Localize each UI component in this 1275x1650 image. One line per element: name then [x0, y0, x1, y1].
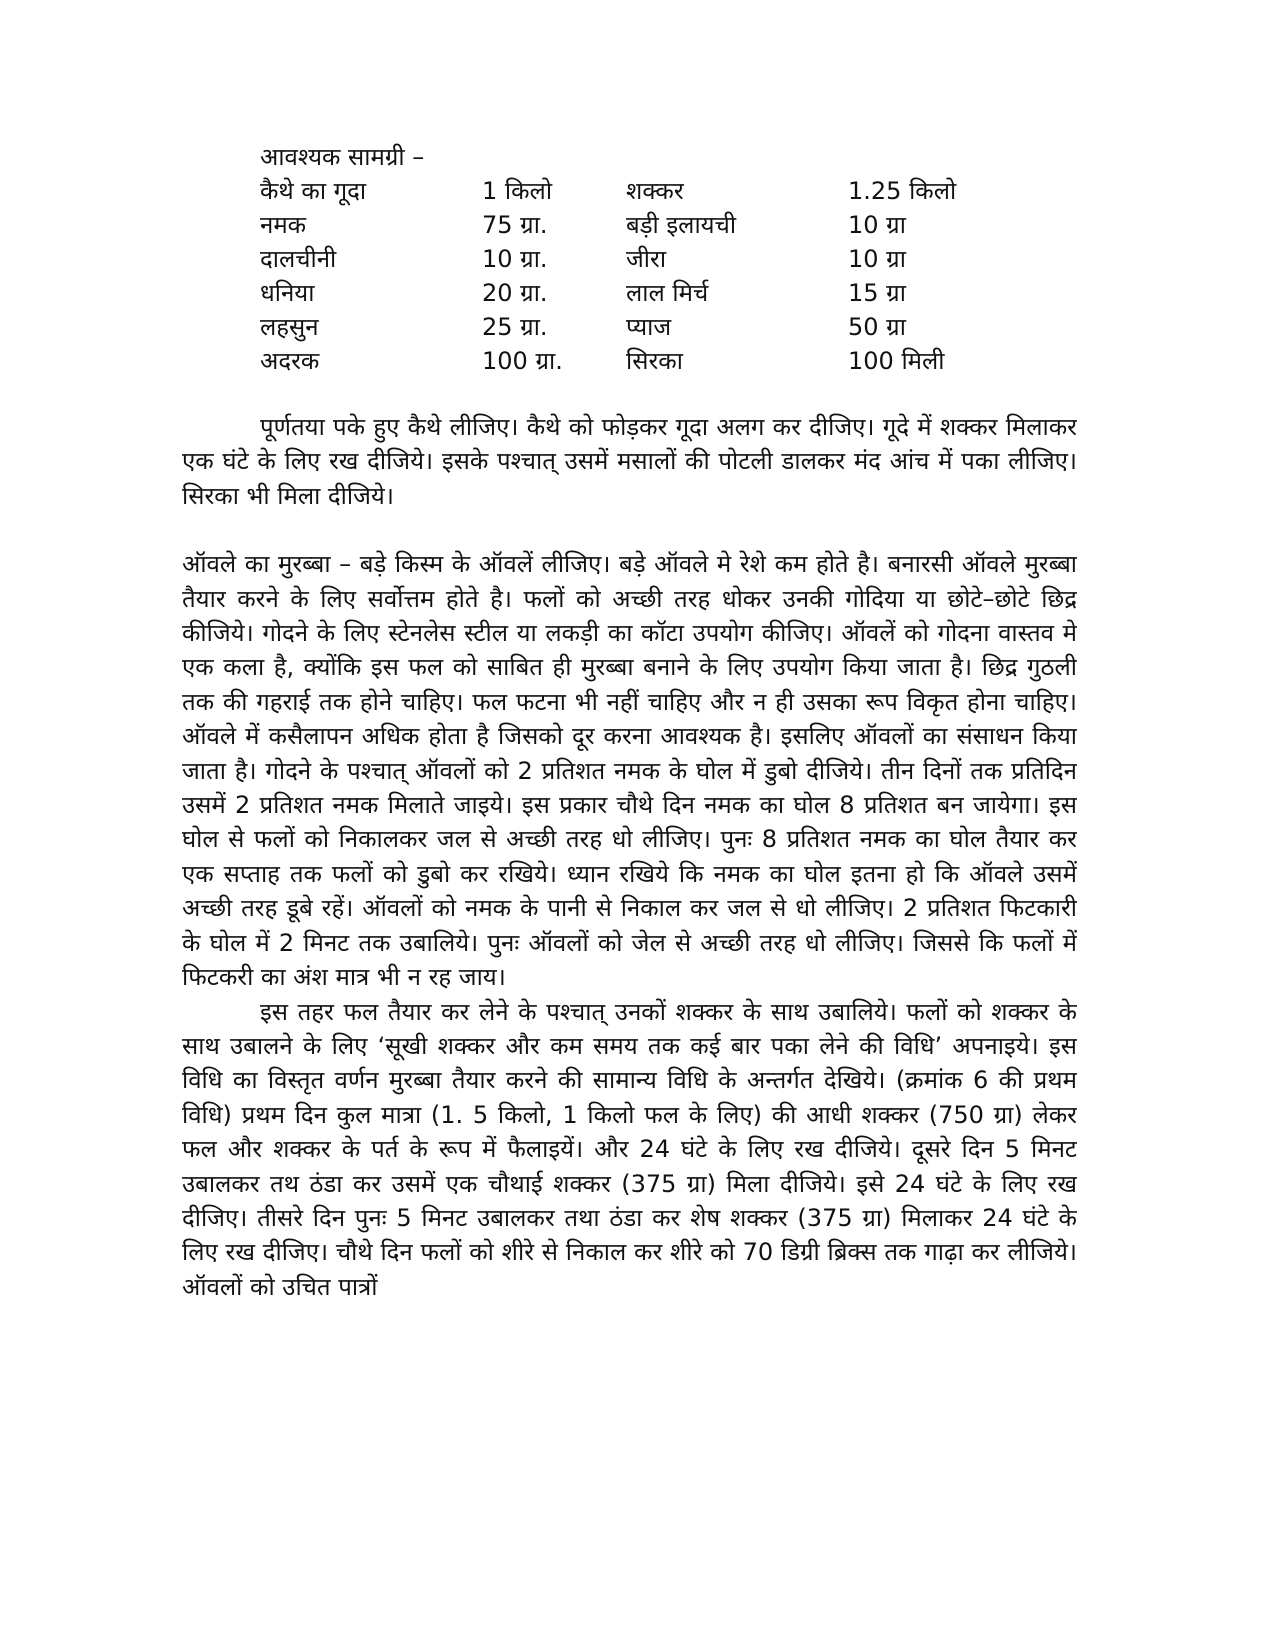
ingredient-quantity: 50 ग्रा — [848, 313, 906, 341]
ingredient-row — [260, 174, 1077, 208]
ingredient-quantity: 25 ग्रा. — [482, 313, 548, 341]
ingredient-quantity: 75 ग्रा. — [482, 211, 548, 239]
ingredient-quantity: 15 ग्रा — [848, 279, 906, 307]
sugar-boiling-paragraph: इस तहर फल तैयार कर लेने के पश्चात् उनकों शक्कर के साथ उबालिये। फलों को शक्कर के साथ उबालने के लिए ‘सूखी शक्कर और कम समय तक कई बार पका लेने की विधि’ अपनाइये। इस विधि का विस्तृत वर्णन मुरब्बा तैयार करने की सामान्य विधि के अन्तर्गत देखिये। (क्रमांक 6 की प्रथम विधि) प्रथम दिन कुल मात्रा (1. 5 किलो, 1 किलो फल के लिए) की आधी शक्कर (750 ग्रा) लेकर फल और शक्कर के पर्त के रूप में फैलाइयें। और 24 घंटे के लिए रख दीजिये। दूसरे दिन 5 मिनट उबालकर तथ ठंडा कर उसमें एक चौथाई शक्कर (375 ग्रा) मिला दीजिये। इसे 24 घंटे के लिए रख दीजिए। तीसरे दिन पुनः 5 मिनट उबालकर तथा ठंडा कर शेष शक्कर (375 ग्रा) मिलाकर 24 घंटे के लिए रख दीजिए। चौथे दिन फलों को शीरे से निकाल कर शीरे को 70 डिग्री ब्रिक्स तक गाढ़ा कर लीजिये। ऑवलों को उचित पात्रों — [182, 997, 1077, 1301]
ingredient-quantity: 100 ग्रा. — [482, 347, 563, 375]
ingredient-name: सिरका — [626, 347, 683, 375]
ingredient-quantity: 10 ग्रा — [848, 211, 906, 239]
ingredient-quantity: 10 ग्रा. — [482, 245, 548, 273]
ingredient-name: लहसुन — [260, 313, 319, 341]
ingredient-row — [260, 208, 1077, 242]
document-page — [182, 140, 1077, 1600]
ingredients-table — [260, 140, 1077, 378]
ingredient-quantity: 10 ग्रा — [848, 245, 906, 273]
ingredient-quantity: 1 किलो — [482, 177, 553, 205]
ingredient-name: बड़ी इलायची — [626, 211, 737, 239]
ingredient-name: प्याज — [626, 313, 672, 341]
ingredient-name: कैथे का गूदा — [260, 177, 367, 205]
ingredient-name: धनिया — [260, 279, 315, 307]
amla-murabba-paragraph: ऑवले का मुरब्बा – बड़े किस्म के ऑवलें लीजिए। बड़े ऑवले मे रेशे कम होते है। बनारसी ऑवले मुरब्बा तैयार करने के लिए सर्वोत्तम होते है। फलों को अच्छी तरह धोकर उनकी गोदिया या छोटे–छोटे छिद्र कीजिये। गोदने के लिए स्टेनलेस स्टील या लकड़ी का कॉटा उपयोग कीजिए। ऑवलें को गोदना वास्तव मे एक कला है, क्योंकि इस फल को साबित ही मुरब्बा बनाने के लिए उपयोग किया जाता है। छिद्र गुठली तक की गहराई तक होने चाहिए। फल फटना भी नहीं चाहिए और न ही उसका रूप विकृत होना चाहिए। ऑवले में कसैलापन अधिक होता है जिसको दूर करना आवश्यक है। इसलिए ऑवलों का संसाधन किया जाता है। गोदने के पश्चात् ऑवलों को 2 प्रतिशत नमक के घोल में डुबो दीजिये। तीन दिनों तक प्रतिदिन उसमें 2 प्रतिशत नमक मिलाते जाइये। इस प्रकार चौथे दिन नमक का घोल 8 प्रतिशत बन जायेगा। इस घोल से फलों को निकालकर जल से अच्छी तरह धो लीजिए। पुनः 8 प्रतिशत नमक का घोल तैयार कर एक सप्ताह तक फलों को डुबो कर रखिये। ध्यान रखिये कि नमक का घोल इतना हो कि ऑवले उसमें अच्छी तरह डूबे रहें। ऑवलों को नमक के पानी से निकाल कर जल से धो लीजिए। 2 प्रतिशत फिटकारी के घोल में 2 मिनट तक उबालिये। पुनः ऑवलों को जेल से अच्छी तरह धो लीजिए। जिससे कि फलों में फिटकरी का अंश मात्र भी न रह जाय। — [182, 550, 1077, 992]
ingredient-row — [260, 242, 1077, 276]
ingredient-row — [260, 276, 1077, 310]
ingredient-name: अदरक — [260, 347, 320, 375]
method-paragraph: पूर्णतया पके हुए कैथे लीजिए। कैथे को फोड़कर गूदा अलग कर दीजिए। गूदे में शक्कर मिलाकर एक घंटे के लिए रख दीजिये। इसके पश्चात् उसमें मसालों की पोटली डालकर मंद आंच में पका लीजिए। सिरका भी मिला दीजिये। — [182, 413, 1077, 510]
ingredient-name: शक्कर — [626, 177, 684, 205]
ingredient-name: लाल मिर्च — [626, 279, 709, 307]
ingredient-name: दालचीनी — [260, 245, 337, 273]
ingredient-row — [260, 310, 1077, 344]
ingredient-name: जीरा — [626, 245, 667, 273]
ingredients-heading: आवश्यक सामग्री – — [260, 143, 425, 171]
ingredient-quantity: 20 ग्रा. — [482, 279, 548, 307]
ingredient-row — [260, 344, 1077, 378]
ingredient-name: नमक — [260, 211, 307, 239]
ingredient-quantity: 100 मिली — [848, 347, 945, 375]
ingredient-quantity: 1.25 किलो — [848, 177, 957, 205]
